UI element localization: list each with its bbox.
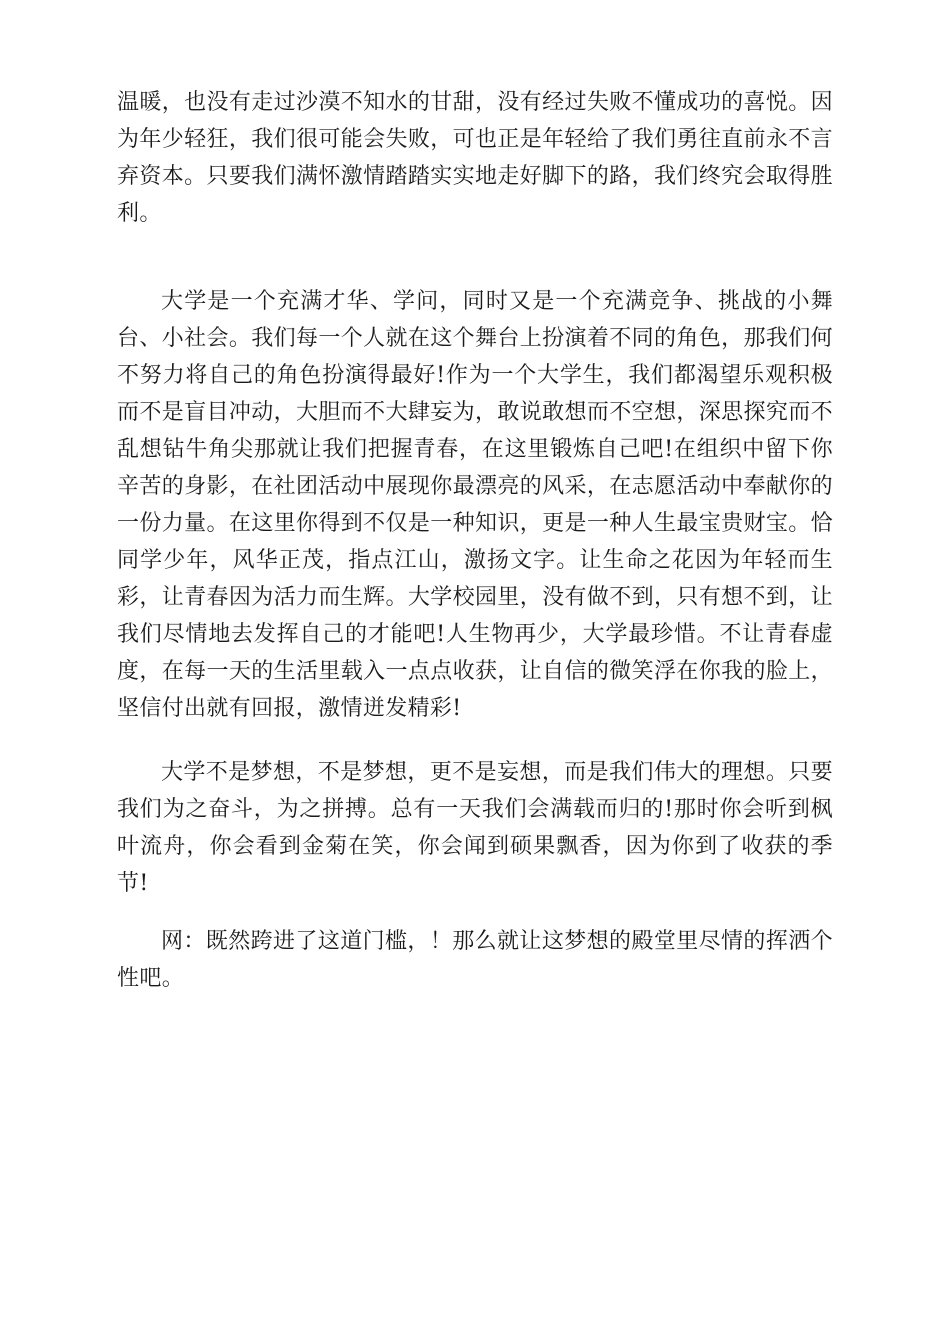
paragraph-university-ideal: 大学不是梦想，不是梦想，更不是妄想，而是我们伟大的理想。只要我们为之奋斗，为之拼搏。总有一天我们会满载而归的!那时你会听到枫叶流舟，你会看到金菊在笑，你会闻到硕果飘香，因为你到了收获的季节! [117,760,833,896]
paragraph-university-stage: 大学是一个充满才华、学问，同时又是一个充满竞争、挑战的小舞台、小社会。我们每一个人就在这个舞台上扮演着不同的角色，那我们何不努力将自己的角色扮演得最好!作为一个大学生，我们都渴望乐观积极而不是盲目冲动，大胆而不大肆妄为，敢说敢想而不空想，深思探究而不乱想钻牛角尖那就让我们把握青春，在这里锻炼自己吧!在组织中留下你辛苦的身影，在社团活动中展现你最漂亮的风采，在志愿活动中奉献你的一份力量。在这里你得到不仅是一种知识，更是一种人生最宝贵财宝。恰同学少年，风华正茂，指点江山，激扬文字。让生命之花因为年轻而生彩，让青春因为活力而生辉。大学校园里，没有做不到，只有想不到，让我们尽情地去发挥自己的才能吧!人生物再少，大学最珍惜。不让青春虚度，在每一天的生活里载入一点点收获，让自信的微笑浮在你我的脸上，坚信付出就有回报，激情迸发精彩! [117,289,833,721]
paragraph-closing: 网：既然跨进了这道门槛，！那么就让这梦想的殿堂里尽情的挥洒个性吧。 [117,929,833,991]
paragraph-continuation: 温暖，也没有走过沙漠不知水的甘甜，没有经过失败不懂成功的喜悦。因为年少轻狂，我们很可能会失败，可也正是年轻给了我们勇往直前永不言弃资本。只要我们满怀激情踏踏实实地走好脚下的路，我们终究会取得胜利。 [117,90,833,226]
